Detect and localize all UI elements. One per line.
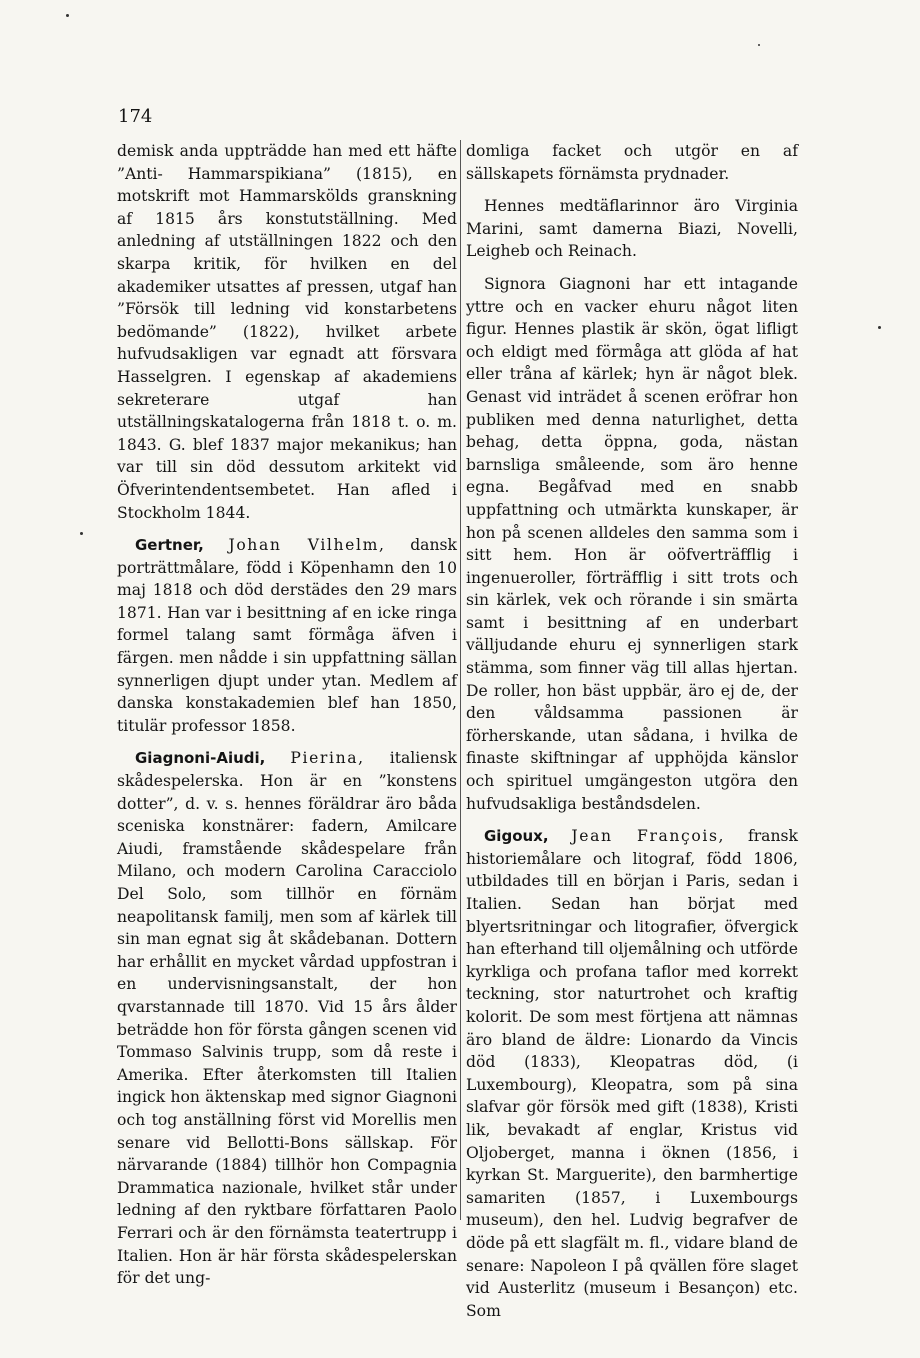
entry-given-name: Jean François, <box>571 827 726 846</box>
left-column <box>117 140 457 1290</box>
right-column <box>466 140 798 1322</box>
page-number: 174 <box>118 106 153 127</box>
paper-speck <box>66 14 69 17</box>
paper-speck <box>80 532 83 535</box>
paper-speck <box>758 44 760 46</box>
entry-heading: Giagnoni-Aiudi, <box>135 749 266 768</box>
entry-giagnoni-aiudi <box>117 747 457 1289</box>
entry-body: dansk porträttmålare, född i Köpenhamn den 10 maj 1818 och död derstädes den 29 mars 1871. Han var i besittning af en icke ringa formel talang samt förmåga äfven i färgen. men nådde i sin uppfattning sällan synnerligen djupt under ytan. Medlem af danska konstakademien blef han 1850, titulär professor 1858. <box>117 536 457 735</box>
paragraph-continued: domliga facket och utgör en af sällskapets förnämsta prydnader. <box>466 142 798 183</box>
paragraph: Hennes medtäflarinnor äro Virginia Marini, samt damerna Biazi, Novelli, Leigheb och Reinach. <box>466 197 798 261</box>
paragraph-continued: demisk anda uppträdde han med ett häfte ”Anti- Hammarspikiana” (1815), en motskrift mot Hammarskölds granskning af 1815 års konstutställning. Med anledning af utställningen 1822 och den skarpa kritik, för hvilken en del akademiker utsattes af pressen, utgaf han ”Försök till ledning vid konstarbetens bedömande” (1822), hvilket arbete hufvudsakligen var egnadt att försvara Hasselgren. I egenskap af akademiens sekreterare utgaf han utställningskatalogerna från 1818 t. o. m. 1843. G. blef 1837 major mekanikus; han var till sin död dessutom arkitekt vid Öfverintendentsembetet. Han afled i Stockholm 1844. <box>117 142 457 522</box>
entry-heading: Gertner, <box>135 536 204 555</box>
paper-speck <box>878 326 881 329</box>
entry-body: italiensk skådespelerska. Hon är en ”konstens dotter”, d. v. s. hennes föräldrar äro båda sceniska konstnärer: fadern, Amilcare Aiudi, framstående skådespelare från Milano, och modern Carolina Caracciolo Del Solo, som tillhör en förnäm neapolitansk familj, men som af kärlek till sin man egnat sig åt skådebanan. Dottern har erhållit en mycket vårdad uppfostran i en undervisningsanstalt, der hon qvarstannade till 1870. Vid 15 års ålder beträdde hon för första gången scenen vid Tommaso Salvinis trupp, som då reste i Amerika. Efter återkomsten till Italien ingick hon äktenskap med signor Giagnoni och tog anställning först vid Morellis men senare vid Bellotti-Bons sällskap. För närvarande (1884) tillhör hon Compagnia Drammatica nazionale, hvilket står under ledning af den ryktbare författaren Paolo Ferrari och är den förnämsta teatertrupp i Italien. Hon är här första skådespelerskan för det ung- <box>117 749 457 1288</box>
entry-gigoux <box>466 825 798 1322</box>
entry-given-name: Johan Vilhelm, <box>228 536 386 555</box>
paragraph: Signora Giagnoni har ett intagande yttre och en vacker ehuru något liten figur. Hennes plastik är skön, ögat lifligt och eldigt med förmåga att glöda af hat eller tråna af kärlek; hyn är något blek. Genast vid inträdet å scenen eröfrar hon publiken med denna naturlighet, detta behag, detta öppna, goda, nästan barnsliga småleende, som äro henne egna. Begåfvad med en snabb uppfattning och utmärkta kunskaper, är hon på scenen alldeles den samma som i sitt hem. Hon är oöfverträfflig i ingenueroller, förträfflig i sitt trots och sin kärlek, vek och rörande i sin smärta samt i besittning af en underbart välljudande ehuru ej synnerligen stark stämma, som finner väg till allas hjertan. De roller, hon bäst uppbär, äro ej de, der den våldsamma passionen är förherskande, utan sådana, i hvilka de finaste skiftningar af upphöjda känslor och spirituel umgängeston utgöra den hufvudsakliga beståndsdelen. <box>466 274 798 813</box>
column-divider <box>460 140 461 1220</box>
entry-gertner <box>117 534 457 737</box>
entry-given-name: Pierina, <box>290 749 365 768</box>
entry-body: fransk historiemålare och litograf, född 1806, utbildades till en början i Paris, sedan i Italien. Sedan han börjat med blyertsritningar och litografier, öfvergick han efterhand till oljemålning och utförde kyrkliga och profana taflor med korrekt teckning, stor naturtrohet och kraftig kolorit. De som mest förtjena att nämnas äro bland de äldre: Lionardo da Vincis död (1833), Kleopatras död, (i Luxembourg), Kleopatra, som på sina slafvar gör försök med gift (1838), Kristi lik, bevakadt af englar, Kristus vid Oljoberget, manna i öknen (1856, i kyrkan St. Marguerite), den barmhertige samariten (1857, i Luxembourgs museum), den hel. Ludvig begrafver de döde på ett slagfält m. fl., vidare bland de senare: Napoleon I på qvällen före slaget vid Austerlitz (museum i Besançon) etc. Som <box>466 827 798 1320</box>
entry-heading: Gigoux, <box>484 827 549 846</box>
